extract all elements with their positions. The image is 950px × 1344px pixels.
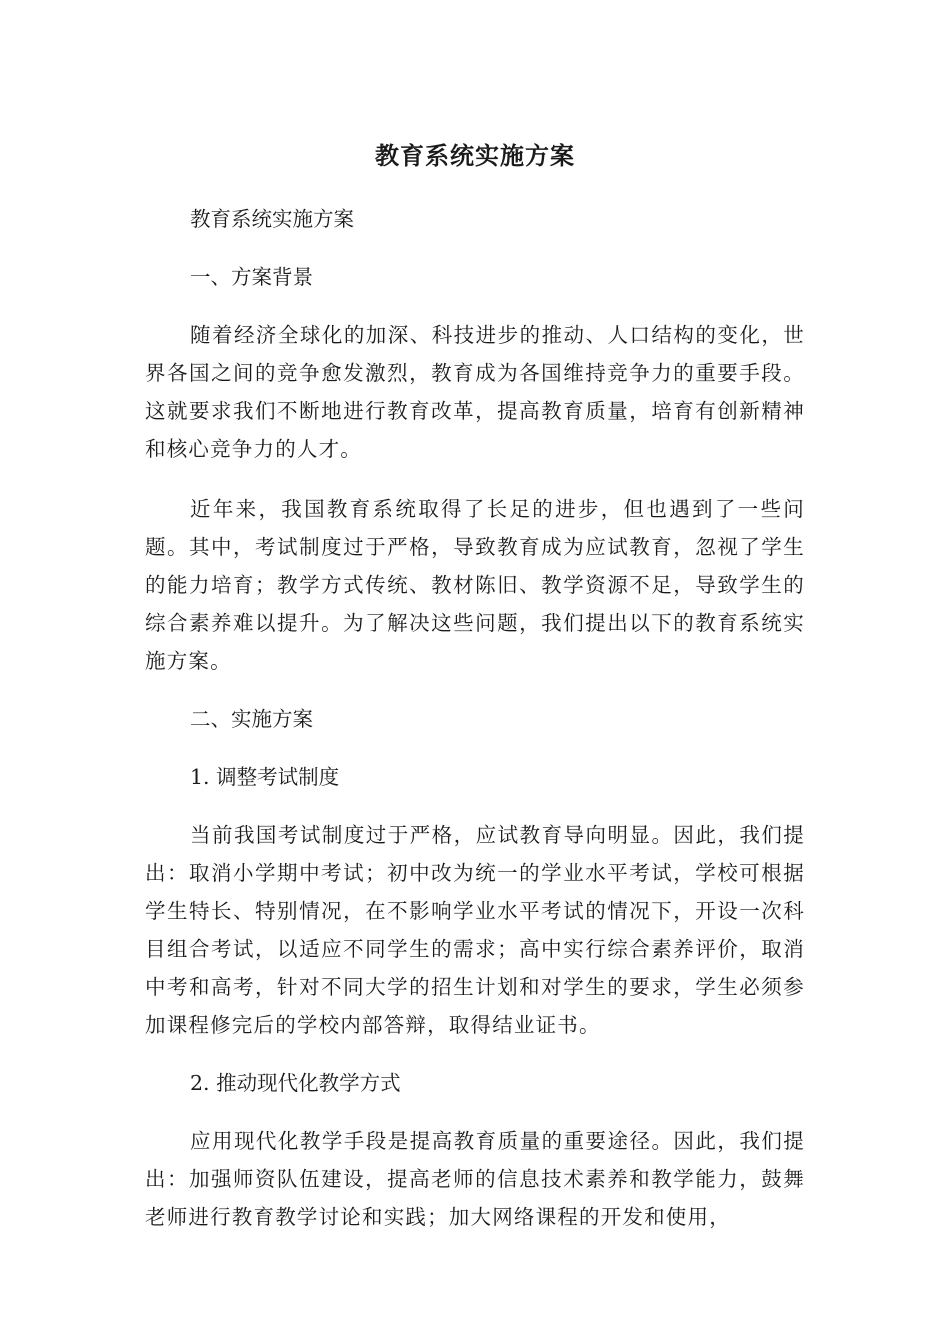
document-title: 教育系统实施方案 [375, 142, 575, 170]
paragraph-modern-teaching: 应用现代化教学手段是提高教育质量的重要途径。因此，我们提出：加强师资队伍建设，提高老师的信息技术素养和教学能力，鼓舞老师进行教育教学讨论和实践；加大网络课程的开发和使用， [145, 1129, 805, 1229]
subheading-modern-teaching: 2. 推动现代化教学方式 [190, 1071, 401, 1095]
document-subtitle: 教育系统实施方案 [190, 207, 354, 231]
document-body [145, 200, 805, 1236]
section-heading-background: 一、方案背景 [190, 265, 313, 289]
paragraph-exam-system: 当前我国考试制度过于严格，应试教育导向明显。因此，我们提出：取消小学期中考试；初中改为统一的学业水平考试，学校可根据学生特长、特别情况，在不影响学业水平考试的情况下，开设一次科目组合考试，以适应不同学生的需求；高中实行综合素养评价，取消中考和高考，针对不同大学的招生计划和对学生的要求，学生必须参加课程修完后的学校内部答辩，取得结业证书。 [145, 823, 805, 1037]
subheading-exam-system: 1. 调整考试制度 [190, 765, 340, 789]
paragraph-background-2: 近年来，我国教育系统取得了长足的进步，但也遇到了一些问题。其中，考试制度过于严格，导致教育成为应试教育，忽视了学生的能力培育；教学方式传统、教材陈旧、教学资源不足，导致学生的综合素养难以提升。为了解决这些问题，我们提出以下的教育系统实施方案。 [145, 497, 805, 673]
section-heading-plan: 二、实施方案 [190, 707, 313, 731]
paragraph-background-1: 随着经济全球化的加深、科技进步的推动、人口结构的变化，世界各国之间的竞争愈发激烈，教育成为各国维持竞争力的重要手段。这就要求我们不断地进行教育改革，提高教育质量，培育有创新精神和核心竞争力的人才。 [145, 323, 805, 461]
